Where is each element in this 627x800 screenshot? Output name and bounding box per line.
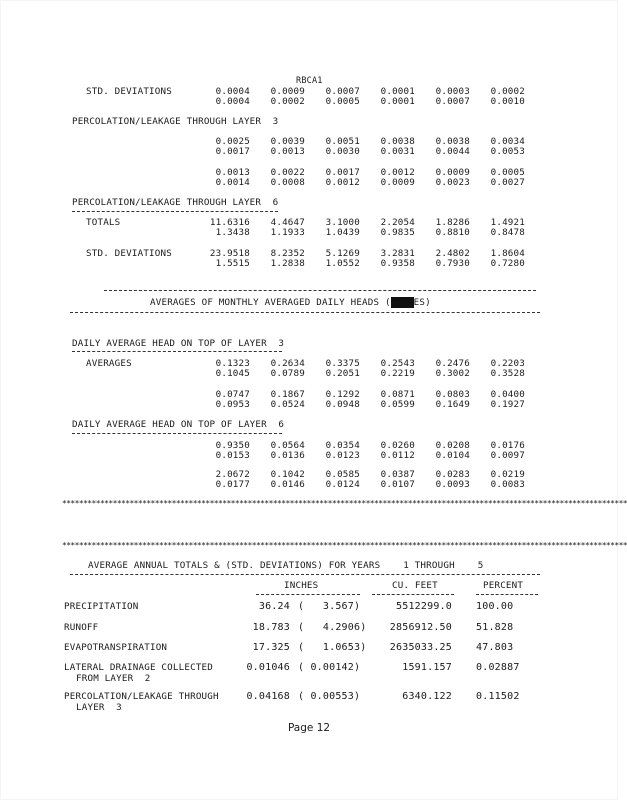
table-cell: 0.0107 xyxy=(380,479,415,490)
divider xyxy=(372,594,454,595)
table-cell: 0.0010 xyxy=(490,96,525,107)
table-cell: 0.1042 xyxy=(270,469,305,480)
table-cell: 0.0004 xyxy=(215,96,250,107)
divider xyxy=(256,594,360,595)
divider xyxy=(104,290,536,291)
table-cell: 23.9518 xyxy=(209,248,250,259)
table-cell: 0.0009 xyxy=(380,177,415,188)
table-cell: 0.0012 xyxy=(325,177,360,188)
table-cell: 0.0803 xyxy=(435,389,470,400)
table-cell: 0.0136 xyxy=(270,450,305,461)
table-cell: 0.1927 xyxy=(490,399,525,410)
table-cell: 0.0008 xyxy=(270,177,305,188)
table-cell: 0.0004 xyxy=(215,86,250,97)
std-deviation-value: ( 0.00142) xyxy=(298,662,361,673)
table-cell: 4.4647 xyxy=(270,217,305,228)
divider xyxy=(70,574,540,575)
table-cell: 0.0034 xyxy=(490,136,525,147)
table-cell: 0.0283 xyxy=(435,469,470,480)
row-label: PERCOLATION/LEAKAGE THROUGH xyxy=(64,691,219,702)
table-cell: 0.0017 xyxy=(325,167,360,178)
table-cell: 0.0013 xyxy=(215,167,250,178)
percent-column-header: PERCENT xyxy=(483,580,524,591)
table-cell: 0.0585 xyxy=(325,469,360,480)
table-cell: 0.0002 xyxy=(490,86,525,97)
table-cell: 1.3438 xyxy=(215,227,250,238)
row-label-continued: LAYER 3 xyxy=(76,702,122,713)
table-cell: 0.0104 xyxy=(435,450,470,461)
table-cell: 0.2543 xyxy=(380,358,415,369)
cu-feet-value: 2635033.25 xyxy=(389,642,452,653)
table-cell: 0.8810 xyxy=(435,227,470,238)
averages-label: AVERAGES xyxy=(86,358,132,369)
table-cell: 0.0013 xyxy=(270,146,305,157)
table-cell: 0.0400 xyxy=(490,389,525,400)
table-cell: 0.0123 xyxy=(325,450,360,461)
table-cell: 0.0789 xyxy=(270,368,305,379)
table-cell: 3.1000 xyxy=(325,217,360,228)
table-cell: 0.3002 xyxy=(435,368,470,379)
table-cell: 0.3528 xyxy=(490,368,525,379)
row-label: LATERAL DRAINAGE COLLECTED xyxy=(64,662,214,673)
row-label: PRECIPITATION xyxy=(64,601,139,612)
percent-value: 47.803 xyxy=(476,642,514,653)
table-cell: 1.1933 xyxy=(270,227,305,238)
table-cell: 0.0871 xyxy=(380,389,415,400)
star-separator: ************************************************************************************************************************************** xyxy=(62,541,627,550)
star-separator: ************************************************************************************************************************************** xyxy=(62,499,627,508)
table-cell: 1.4921 xyxy=(490,217,525,228)
table-cell: 0.0219 xyxy=(490,469,525,480)
table-cell: 0.0017 xyxy=(215,146,250,157)
row-label-continued: FROM LAYER 2 xyxy=(76,673,151,684)
divider xyxy=(72,351,282,352)
redaction-mark: INCH xyxy=(390,297,414,308)
table-cell: 0.0953 xyxy=(215,399,250,410)
table-cell: 0.7930 xyxy=(435,258,470,269)
table-cell: 0.0014 xyxy=(215,177,250,188)
table-cell: 0.0027 xyxy=(490,177,525,188)
table-cell: 2.2054 xyxy=(380,217,415,228)
table-cell: 0.1323 xyxy=(215,358,250,369)
table-cell: 0.0948 xyxy=(325,399,360,410)
table-cell: 0.3375 xyxy=(325,358,360,369)
table-cell: 0.0176 xyxy=(490,440,525,451)
table-cell: 0.0097 xyxy=(490,450,525,461)
std-deviation-value: ( 0.00553) xyxy=(298,691,361,702)
divider xyxy=(72,433,282,434)
table-cell: 2.4802 xyxy=(435,248,470,259)
inches-value: 0.01046 xyxy=(246,662,290,673)
table-cell: 0.0030 xyxy=(325,146,360,157)
std-deviation-value: ( 3.567) xyxy=(298,601,361,612)
table-cell: 0.0083 xyxy=(490,479,525,490)
header-note: RBCA1 xyxy=(296,76,323,86)
inches-value: 17.325 xyxy=(252,642,290,653)
table-cell: 0.8478 xyxy=(490,227,525,238)
table-cell: 0.1867 xyxy=(270,389,305,400)
table-cell: 0.0124 xyxy=(325,479,360,490)
table-cell: 0.1649 xyxy=(435,399,470,410)
head-layer6-title: DAILY AVERAGE HEAD ON TOP OF LAYER 6 xyxy=(72,419,285,430)
inches-value: 36.24 xyxy=(258,601,290,612)
divider xyxy=(476,594,538,595)
table-cell: 0.2634 xyxy=(270,358,305,369)
table-cell: 1.2838 xyxy=(270,258,305,269)
table-cell: 0.2051 xyxy=(325,368,360,379)
table-cell: 8.2352 xyxy=(270,248,305,259)
table-cell: 3.2831 xyxy=(380,248,415,259)
table-cell: 0.0524 xyxy=(270,399,305,410)
table-cell: 1.0439 xyxy=(325,227,360,238)
table-cell: 0.2219 xyxy=(380,368,415,379)
table-cell: 0.2203 xyxy=(490,358,525,369)
table-cell: 0.0208 xyxy=(435,440,470,451)
annual-totals-title: AVERAGE ANNUAL TOTALS & (STD. DEVIATIONS) FOR YEARS 1 THROUGH 5 xyxy=(88,560,484,571)
table-cell: 1.0552 xyxy=(325,258,360,269)
table-cell: 0.0001 xyxy=(380,86,415,97)
table-cell: 0.0387 xyxy=(380,469,415,480)
row-label: RUNOFF xyxy=(64,622,99,633)
table-cell: 0.0023 xyxy=(435,177,470,188)
table-cell: 0.0599 xyxy=(380,399,415,410)
table-cell: 1.8286 xyxy=(435,217,470,228)
inches-column-header: INCHES xyxy=(284,580,319,591)
table-cell: 0.9350 xyxy=(215,440,250,451)
table-cell: 0.0146 xyxy=(270,479,305,490)
table-cell: 0.1292 xyxy=(325,389,360,400)
cu-feet-value: 5512299.0 xyxy=(396,601,452,612)
table-cell: 0.0177 xyxy=(215,479,250,490)
averages-heading: AVERAGES OF MONTHLY AVERAGED DAILY HEADS (INCHES) xyxy=(150,297,431,308)
cu-feet-value: 2856912.50 xyxy=(389,622,452,633)
table-cell: 0.0112 xyxy=(380,450,415,461)
inches-value: 18.783 xyxy=(252,622,290,633)
inches-value: 0.04168 xyxy=(246,691,290,702)
table-cell: 11.6316 xyxy=(209,217,250,228)
table-cell: 0.0009 xyxy=(270,86,305,97)
cu-feet-value: 6340.122 xyxy=(402,691,452,702)
cu-feet-value: 1591.157 xyxy=(402,662,452,673)
table-cell: 0.0009 xyxy=(435,167,470,178)
table-cell: 0.0007 xyxy=(325,86,360,97)
std-deviation-value: ( 4.2906) xyxy=(298,622,367,633)
table-cell: 1.5515 xyxy=(215,258,250,269)
table-cell: 0.1045 xyxy=(215,368,250,379)
table-cell: 0.0038 xyxy=(380,136,415,147)
table-cell: 0.9835 xyxy=(380,227,415,238)
table-cell: 5.1269 xyxy=(325,248,360,259)
percolation-layer6-title: PERCOLATION/LEAKAGE THROUGH LAYER 6 xyxy=(72,197,279,208)
table-cell: 0.0354 xyxy=(325,440,360,451)
percent-value: 0.02887 xyxy=(476,662,520,673)
table-cell: 0.0044 xyxy=(435,146,470,157)
table-cell: 0.0093 xyxy=(435,479,470,490)
head-layer3-title: DAILY AVERAGE HEAD ON TOP OF LAYER 3 xyxy=(72,338,285,349)
table-cell: 2.0672 xyxy=(215,469,250,480)
std-deviation-value: ( 1.0653) xyxy=(298,642,367,653)
row-label: EVAPOTRANSPIRATION xyxy=(64,642,168,653)
std-deviations-label: STD. DEVIATIONS xyxy=(86,86,172,97)
table-cell: 0.0747 xyxy=(215,389,250,400)
table-cell: 0.0031 xyxy=(380,146,415,157)
table-cell: 0.0039 xyxy=(270,136,305,147)
table-cell: 0.0005 xyxy=(490,167,525,178)
table-cell: 0.0025 xyxy=(215,136,250,147)
table-cell: 0.2476 xyxy=(435,358,470,369)
table-cell: 0.0153 xyxy=(215,450,250,461)
table-cell: 1.8604 xyxy=(490,248,525,259)
totals-label: TOTALS xyxy=(86,217,121,228)
percent-value: 51.828 xyxy=(476,622,514,633)
table-cell: 0.0564 xyxy=(270,440,305,451)
table-cell: 0.0022 xyxy=(270,167,305,178)
table-cell: 0.0053 xyxy=(490,146,525,157)
table-cell: 0.0038 xyxy=(435,136,470,147)
table-cell: 0.0260 xyxy=(380,440,415,451)
divider xyxy=(72,211,278,212)
table-cell: 0.0007 xyxy=(435,96,470,107)
table-cell: 0.7280 xyxy=(490,258,525,269)
percolation-layer3-title: PERCOLATION/LEAKAGE THROUGH LAYER 3 xyxy=(72,116,279,127)
table-cell: 0.0002 xyxy=(270,96,305,107)
page-number: Page 12 xyxy=(287,722,331,734)
divider xyxy=(70,312,540,313)
percent-value: 0.11502 xyxy=(476,691,520,702)
table-cell: 0.0051 xyxy=(325,136,360,147)
table-cell: 0.0001 xyxy=(380,96,415,107)
cu-feet-column-header: CU. FEET xyxy=(392,580,438,591)
table-cell: 0.9358 xyxy=(380,258,415,269)
std-deviations-layer6-label: STD. DEVIATIONS xyxy=(86,248,172,259)
table-cell: 0.0005 xyxy=(325,96,360,107)
percent-value: 100.00 xyxy=(476,601,514,612)
table-cell: 0.0003 xyxy=(435,86,470,97)
table-cell: 0.0012 xyxy=(380,167,415,178)
